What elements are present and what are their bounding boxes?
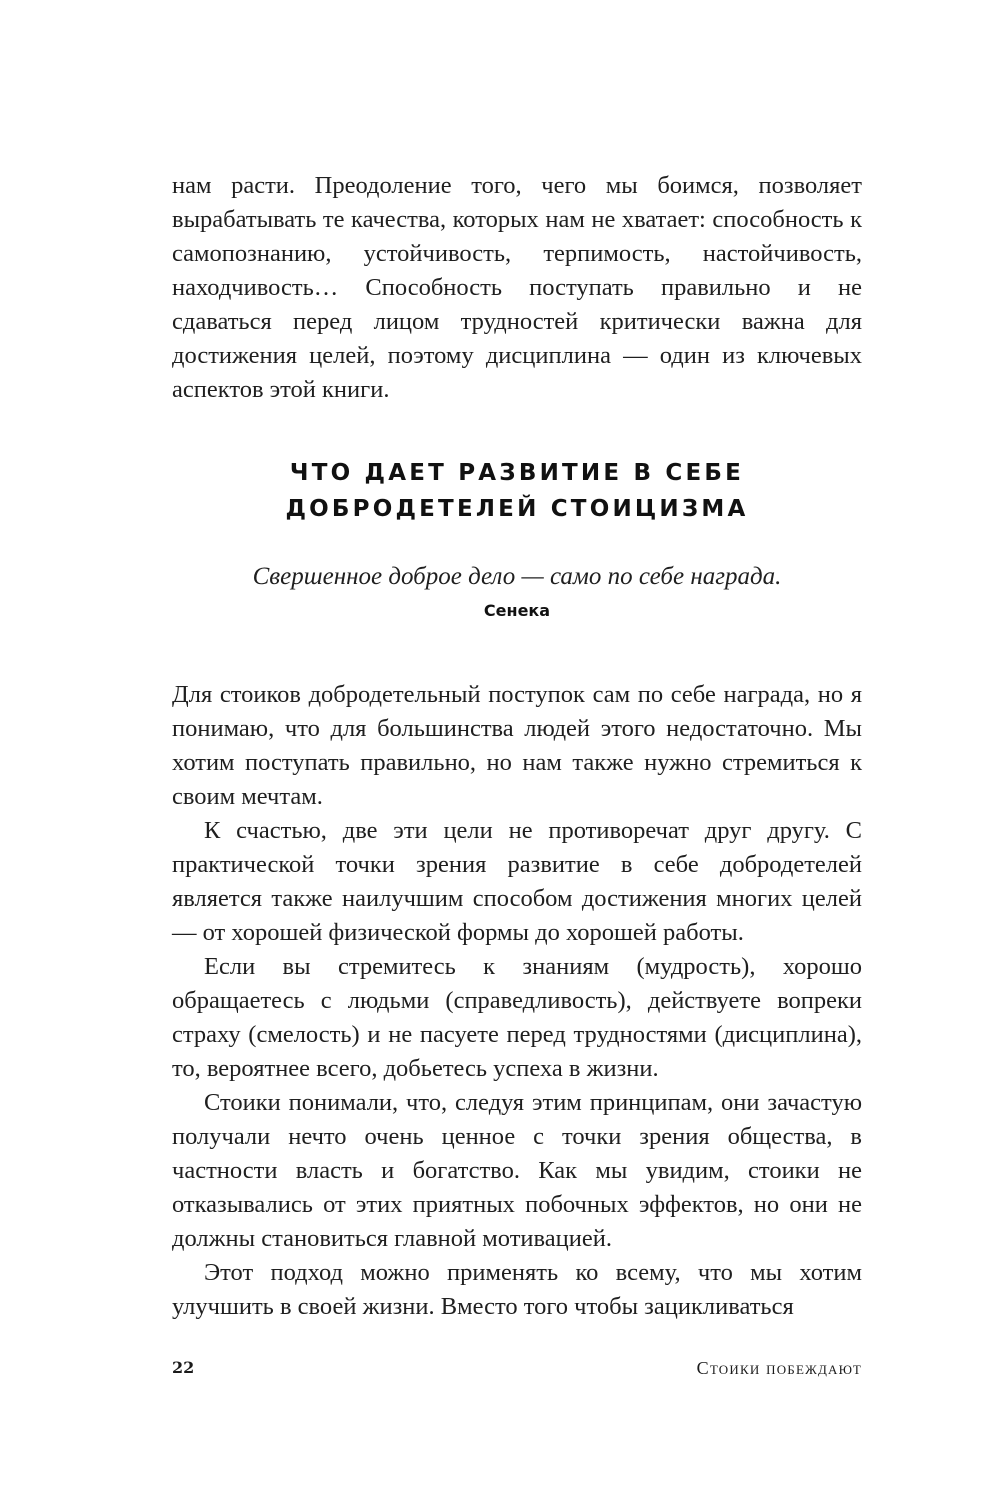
section-heading-line-2: ДОБРОДЕТЕЛЕЙ СТОИЦИЗМА <box>285 496 749 522</box>
running-title: Стоики побеждают <box>696 1358 862 1378</box>
main-text-block <box>172 678 862 1324</box>
epigraph-author: Сенека <box>483 601 551 620</box>
body-paragraph: Для стоиков добродетельный поступок сам по себе награда, но я понимаю, что для большинства людей этого недостаточно. Мы хотим поступать правильно, но нам также нужно стремиться к своим мечтам. <box>172 681 862 810</box>
intro-text-block <box>172 169 862 407</box>
epigraph-quote: Свершенное доброе дело — само по себе награда. <box>252 563 782 590</box>
body-paragraph: Этот подход можно применять ко всему, что мы хотим улучшить в своей жизни. Вместо того чтобы зацикливаться <box>172 1259 862 1320</box>
epigraph <box>172 560 862 622</box>
section-heading <box>172 455 862 527</box>
page-footer <box>172 1358 862 1384</box>
section-heading-line-1: ЧТО ДАЕТ РАЗВИТИЕ В СЕБЕ <box>289 460 745 486</box>
page-number: 22 <box>172 1358 195 1377</box>
intro-paragraph: нам расти. Преодоление того, чего мы боимся, позволяет вырабатывать те качества, которых нам не хватает: способность к самопознанию, устойчивость, терпимость, настойчивость, находчивость… Способность поступать правильно и не сдаваться перед лицом трудностей критически важна для достижения целей, поэтому дисциплина — один из ключевых аспектов этой книги. <box>172 172 862 403</box>
body-paragraph: Если вы стремитесь к знаниям (мудрость), хорошо обращаетесь с людьми (справедливость), действуете вопреки страху (смелость) и не пасуете перед трудностями (дисциплина), то, вероятнее всего, добьетесь успеха в жизни. <box>172 953 862 1082</box>
body-paragraph: Стоики понимали, что, следуя этим принципам, они зачастую получали нечто очень ценное с точки зрения общества, в частности власть и богатство. Как мы увидим, стоики не отказывались от этих приятных побочных эффектов, но они не должны становиться главной мотивацией. <box>172 1089 862 1252</box>
body-paragraph: К счастью, две эти цели не противоречат друг другу. С практической точки зрения развитие в себе добродетелей является также наилучшим способом достижения многих целей — от хорошей физической формы до хорошей работы. <box>172 817 862 946</box>
